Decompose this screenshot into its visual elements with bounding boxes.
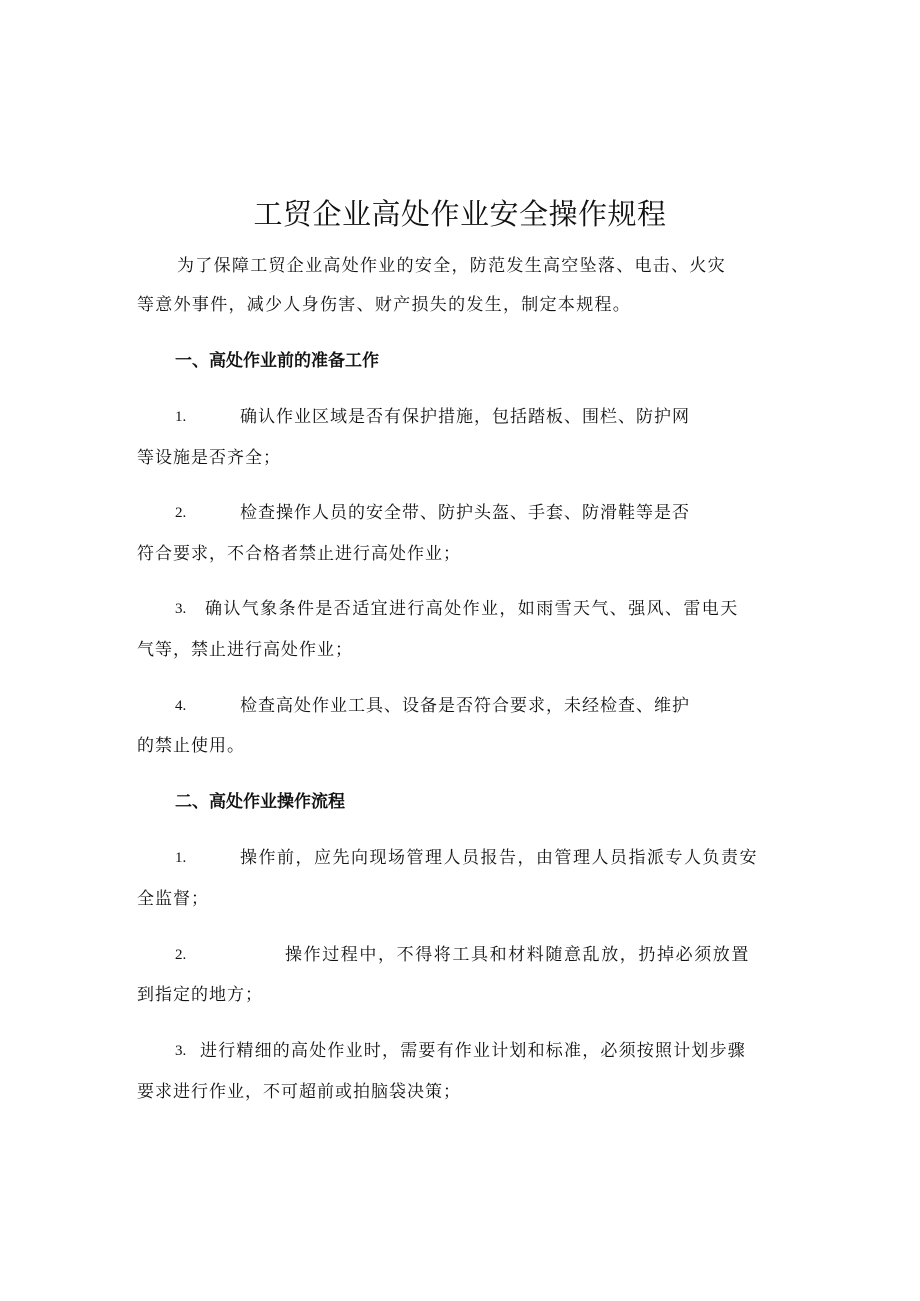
section-2-item-3-line-2: 要求进行作业，不可超前或拍脑袋决策； bbox=[137, 1082, 461, 1102]
section-2-item-2-line-1: 操作过程中，不得将工具和材料随意乱放，扔掉必须放置 bbox=[285, 945, 750, 965]
section-1-item-2-number: 2. bbox=[175, 505, 187, 521]
section-heading-2: 二、高处作业操作流程 bbox=[175, 792, 345, 812]
section-2-item-3-number: 3. bbox=[175, 1043, 187, 1059]
section-1-item-1-number: 1. bbox=[175, 409, 187, 425]
section-1-item-3-number: 3. bbox=[175, 601, 187, 617]
section-1-item-3-line-2: 气等，禁止进行高处作业； bbox=[137, 640, 353, 660]
section-2-item-2-number: 2. bbox=[175, 947, 187, 963]
section-2-item-2-line-2: 到指定的地方； bbox=[137, 985, 263, 1005]
section-1-item-2-line-1: 检查操作人员的安全带、防护头盔、手套、防滑鞋等是否 bbox=[240, 503, 690, 523]
section-1-item-2-line-2: 符合要求，不合格者禁止进行高处作业； bbox=[137, 544, 461, 564]
intro-line-2: 等意外事件，减少人身伤害、财产损失的发生，制定本规程。 bbox=[137, 295, 632, 315]
section-1-item-4-line-2: 的禁止使用。 bbox=[137, 736, 245, 756]
document-title: 工贸企业高处作业安全操作规程 bbox=[253, 197, 667, 231]
section-1-item-1-line-2: 等设施是否齐全； bbox=[137, 448, 281, 468]
section-1-item-4-line-1: 检查高处作业工具、设备是否符合要求，未经检查、维护 bbox=[240, 696, 690, 716]
section-1-item-1-line-1: 确认作业区域是否有保护措施，包括踏板、围栏、防护网 bbox=[240, 407, 690, 427]
section-heading-1: 一、高处作业前的准备工作 bbox=[175, 351, 379, 371]
section-2-item-1-number: 1. bbox=[175, 850, 187, 866]
section-2-item-3-line-1: 进行精细的高处作业时，需要有作业计划和标准，必须按照计划步骤 bbox=[200, 1041, 746, 1061]
section-1-item-3-line-1: 确认气象条件是否适宜进行高处作业，如雨雪天气、强风、雷电天 bbox=[205, 599, 739, 619]
section-2-item-1-line-2: 全监督； bbox=[137, 889, 209, 909]
section-2-item-1-line-1: 操作前，应先向现场管理人员报告，由管理人员指派专人负责安 bbox=[240, 848, 758, 868]
intro-line-1: 为了保障工贸企业高处作业的安全，防范发生高空坠落、电击、火灾 bbox=[177, 256, 726, 276]
section-1-item-4-number: 4. bbox=[175, 698, 187, 714]
